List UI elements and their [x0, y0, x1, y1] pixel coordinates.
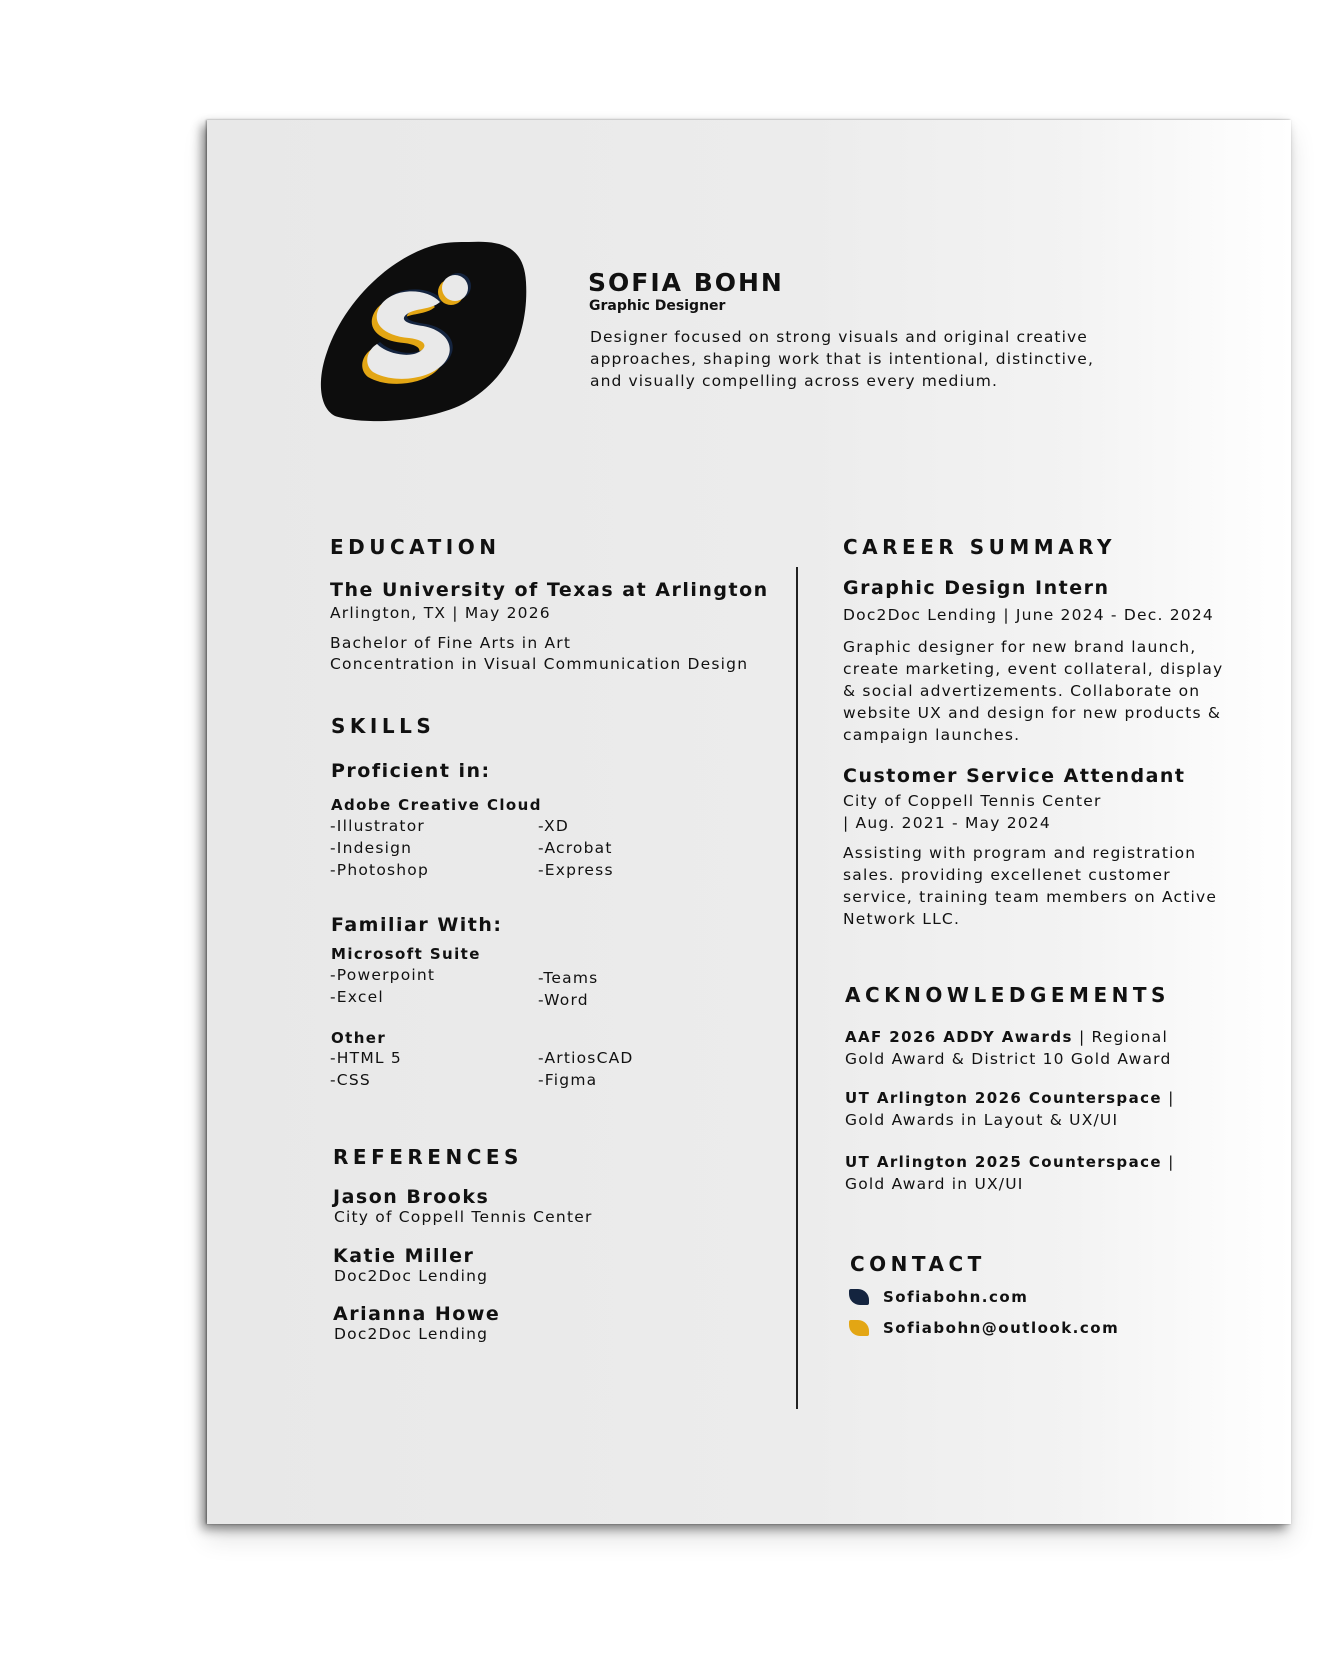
skill-item: -Word — [538, 991, 589, 1009]
resume-page — [207, 120, 1291, 1524]
job-description — [843, 842, 1217, 930]
references-heading: REFERENCES — [333, 1145, 523, 1169]
award-item — [845, 1087, 1175, 1131]
desc-line: website UX and design for new products & — [843, 704, 1222, 722]
award-item — [845, 1151, 1175, 1195]
familiar-list-left — [330, 964, 435, 1008]
desc-line: sales. providing excellenet customer — [843, 866, 1171, 884]
skill-item: -XD — [538, 817, 569, 835]
award-suffix: | — [1161, 1153, 1175, 1171]
skill-item: -Teams — [538, 969, 599, 987]
familiar-heading: Familiar With: — [331, 914, 503, 936]
concentration: Concentration in Visual Communication Design — [330, 655, 749, 673]
candidate-name: SOFIA BOHN — [588, 268, 784, 297]
reference-org: City of Coppell Tennis Center — [334, 1208, 593, 1226]
website-contact[interactable] — [849, 1288, 1028, 1306]
skill-item: -Figma — [538, 1071, 598, 1089]
familiar-list-right — [538, 967, 598, 1011]
skill-item: -Express — [538, 861, 614, 879]
reference-name: Jason Brooks — [333, 1186, 490, 1208]
job-title: Customer Service Attendant — [843, 765, 1186, 787]
email-link[interactable]: Sofiabohn@outlook.com — [883, 1319, 1120, 1337]
award-suffix: | Regional — [1072, 1028, 1168, 1046]
desc-line: campaign launches. — [843, 726, 1021, 744]
familiar-group: Microsoft Suite — [331, 945, 481, 963]
reference-org: Doc2Doc Lending — [334, 1267, 489, 1285]
school-name: The University of Texas at Arlington — [330, 579, 769, 601]
award-title: AAF 2026 ADDY Awards — [845, 1028, 1073, 1046]
skill-item: -CSS — [330, 1071, 371, 1089]
website-link[interactable]: Sofiabohn.com — [883, 1288, 1029, 1306]
proficient-list-left — [330, 815, 429, 881]
meta-line: City of Coppell Tennis Center — [843, 792, 1102, 810]
skill-item: -Acrobat — [538, 839, 613, 857]
job-meta: Doc2Doc Lending | June 2024 - Dec. 2024 — [843, 606, 1214, 624]
award-suffix: | — [1161, 1089, 1175, 1107]
desc-line: Network LLC. — [843, 910, 961, 928]
skill-item: -Illustrator — [330, 817, 425, 835]
skills-heading: SKILLS — [331, 714, 436, 738]
award-detail: Gold Award & District 10 Gold Award — [845, 1050, 1172, 1068]
education-heading: EDUCATION — [330, 535, 501, 559]
proficient-list-right — [538, 815, 614, 881]
skill-item: -Photoshop — [330, 861, 430, 879]
contact-heading: CONTACT — [850, 1252, 986, 1276]
other-list-left — [330, 1047, 402, 1091]
degree: Bachelor of Fine Arts in Art — [330, 634, 572, 652]
desc-line: & social advertizements. Collaborate on — [843, 682, 1201, 700]
desc-line: Graphic designer for new brand launch, — [843, 638, 1197, 656]
school-location: Arlington, TX | May 2026 — [330, 604, 551, 622]
column-divider — [796, 567, 798, 1409]
meta-line: | Aug. 2021 - May 2024 — [843, 814, 1051, 832]
profile-summary — [590, 326, 1094, 392]
website-icon — [849, 1289, 869, 1305]
job-meta — [843, 790, 1102, 834]
award-detail: Gold Awards in Layout & UX/UI — [845, 1111, 1119, 1129]
skill-item: -HTML 5 — [330, 1049, 402, 1067]
desc-line: service, training team members on Active — [843, 888, 1218, 906]
job-title: Graphic Design Intern — [843, 577, 1110, 599]
skill-item: -Indesign — [330, 839, 413, 857]
career-heading: CAREER SUMMARY — [843, 535, 1116, 559]
other-group: Other — [331, 1029, 387, 1047]
skill-item: -Powerpoint — [330, 966, 436, 984]
reference-org: Doc2Doc Lending — [334, 1325, 489, 1343]
reference-name: Arianna Howe — [333, 1303, 501, 1325]
proficient-group: Adobe Creative Cloud — [331, 796, 542, 814]
summary-line: approaches, shaping work that is intentional, distinctive, — [590, 350, 1094, 368]
job-description — [843, 636, 1223, 746]
candidate-title: Graphic Designer — [589, 298, 726, 314]
desc-line: create marketing, event collateral, display — [843, 660, 1224, 678]
email-icon — [849, 1320, 869, 1336]
proficient-heading: Proficient in: — [331, 760, 491, 782]
skill-item: -ArtiosCAD — [538, 1049, 634, 1067]
desc-line: Assisting with program and registration — [843, 844, 1197, 862]
award-detail: Gold Award in UX/UI — [845, 1175, 1024, 1193]
award-title: UT Arlington 2026 Counterspace — [845, 1089, 1162, 1107]
acknowledgements-heading: ACKNOWLEDGEMENTS — [845, 983, 1170, 1007]
award-title: UT Arlington 2025 Counterspace — [845, 1153, 1162, 1171]
email-contact[interactable] — [849, 1319, 1119, 1337]
award-item — [845, 1026, 1172, 1070]
summary-line: and visually compelling across every medium. — [590, 372, 999, 390]
skill-item: -Excel — [330, 988, 384, 1006]
other-list-right — [538, 1047, 634, 1091]
summary-line: Designer focused on strong visuals and original creative — [590, 328, 1088, 346]
monogram-logo — [319, 240, 529, 422]
reference-name: Katie Miller — [333, 1245, 475, 1267]
